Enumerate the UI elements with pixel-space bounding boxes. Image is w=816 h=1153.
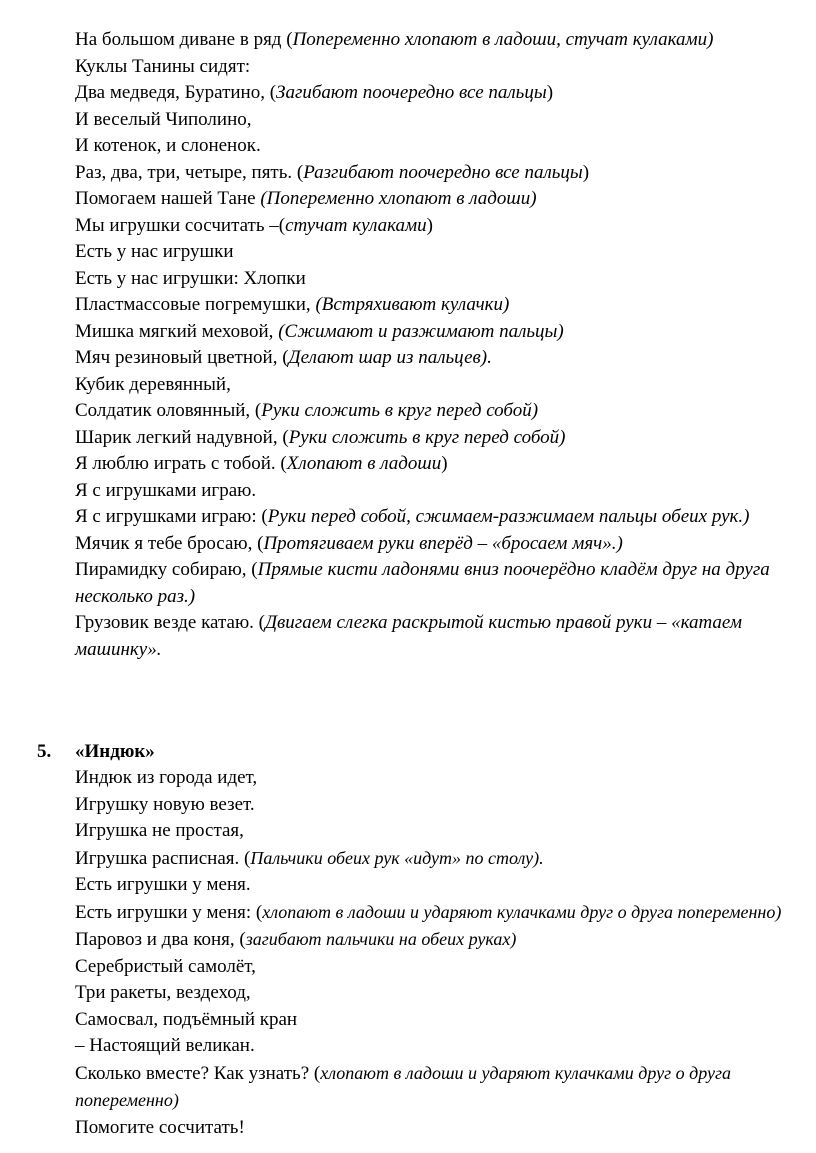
verse-text: Солдатик оловянный, ( [75,400,262,421]
poem-line [75,899,800,927]
verse-text: Игрушка не простая, [75,820,244,841]
verse-text: Я люблю играть с тобой. ( [75,453,287,474]
poem-line [75,107,800,134]
poem-line [75,186,800,213]
verse-text: Мишка мягкий меховой, [75,320,279,342]
poem-line [75,292,800,319]
verse-text: Игрушка расписная. ( [75,847,251,869]
stage-direction: Руки сложить в круг перед собой) [288,426,566,448]
poem-line [75,531,800,558]
poem-line [75,266,800,293]
poem-line [75,980,800,1007]
verse-text: Есть игрушки у меня: ( [75,901,263,923]
closing-paren: ) [582,161,590,183]
poem-turkey [75,765,800,1141]
poem-line [75,845,800,873]
verse-text: Я с игрушками играю. [75,479,257,501]
poem-line [75,504,800,531]
stage-direction: (Встряхивают кулачки) [315,294,510,315]
verse-text: На большом диване в ряд ( [75,29,293,50]
poem-line [75,213,800,240]
poem-line [75,765,800,792]
verse-text: Игрушку новую везет. [75,793,255,815]
verse-text: Мячик я тебе бросаю, ( [75,532,264,554]
verse-text: Паровоз и два коня, ( [75,929,246,950]
poem-toys [75,27,800,663]
section-heading [37,739,737,766]
stage-direction: Пальчики обеих рук «идут» по столу). [250,847,544,868]
poem-line [75,1115,800,1142]
stage-direction: загибают пальчики на обеих руках) [245,929,517,949]
stage-direction: Прямые кисти ладонями вниз поочерёдно кладём друг на друга несколько раз.) [75,559,770,607]
stage-direction: Загибают поочередно все пальцы [276,82,547,103]
closing-paren: ) [426,214,433,236]
poem-line [75,80,800,107]
verse-text: И веселый Чиполино, [75,108,252,130]
poem-line [75,345,800,372]
poem-line [75,425,800,452]
verse-text: – Настоящий великан. [75,1035,255,1056]
verse-text: Есть у нас игрушки: Хлопки [75,267,306,289]
poem-line [75,372,800,399]
stage-direction: Руки сложить в круг перед собой) [261,400,539,421]
poem-line [75,160,800,187]
poem-line [75,398,800,425]
stage-direction: (Сжимают и разжимают пальцы) [278,320,564,342]
stage-direction: Руки перед собой, сжимаем-разжимаем пальцы обеих рук.) [267,506,750,527]
stage-direction: стучат кулаками [285,214,427,236]
poem-line [75,451,800,478]
verse-text: Мы игрушки сосчитать –( [75,214,286,236]
poem-line [75,478,800,505]
poem-line [75,1033,800,1060]
stage-direction: Попеременно хлопают в ладоши, стучат кулаками) [292,29,714,50]
poem-line [75,872,800,899]
closing-paren: ) [441,453,448,474]
poem-line [75,133,800,160]
verse-text: Индюк из города идет, [75,767,258,788]
verse-text: Самосвал, подъёмный кран [75,1008,298,1030]
stage-direction: Делают шар из пальцев). [288,347,492,368]
poem-line [75,54,800,81]
stage-direction: Двигаем слегка раскрытой кистью правой руки – «катаем машинку». [75,612,743,660]
verse-text: Есть игрушки у меня. [75,874,251,895]
verse-text: Шарик легкий надувной, ( [75,426,289,448]
verse-text: Пластмассовые погремушки, [75,294,316,315]
poem-line [75,27,800,54]
stage-direction: Протягиваем руки вперёд – «бросаем мяч».) [263,532,623,554]
stage-direction: Хлопают в ладоши [286,453,442,474]
stage-direction: хлопают в ладоши и ударяют кулачками друг о друга попеременно) [75,1062,731,1110]
verse-text: И котенок, и слоненок. [75,135,261,156]
verse-text: Я с игрушками играю: ( [75,506,268,527]
poem-line [75,557,800,610]
verse-text: Кубик деревянный, [75,373,231,395]
closing-paren: ) [546,82,554,103]
poem-line [75,792,800,819]
section-number: 5. [37,741,52,762]
poem-line [75,954,800,981]
poem-line [75,1007,800,1034]
stage-direction: (Попеременно хлопают в ладоши) [260,188,537,209]
verse-text: Есть у нас игрушки [75,241,234,262]
verse-text: Три ракеты, вездеход, [75,982,251,1003]
verse-text: Пирамидку собираю, ( [75,559,258,580]
verse-text: Мяч резиновый цветной, ( [75,347,289,368]
verse-text: Грузовик везде катаю. ( [75,612,265,633]
poem-line [75,818,800,845]
verse-text: Раз, два, три, четыре, пять. ( [75,161,304,183]
stage-direction: Разгибают поочередно все пальцы [303,161,583,183]
stage-direction: хлопают в ладоши и ударяют кулачками друг о друга попеременно) [262,901,782,922]
poem-line [75,319,800,346]
section-title: «Индюк» [75,741,155,762]
verse-text: Два медведя, Буратино, ( [75,82,277,103]
verse-text: Сколько вместе? Как узнать? ( [75,1062,321,1084]
poem-line [75,239,800,266]
poem-line [75,610,800,663]
poem-line [75,1060,800,1115]
verse-text: Серебристый самолёт, [75,955,256,977]
verse-text: Помогаем нашей Тане [75,188,261,209]
poem-line [75,926,800,954]
verse-text: Помогите сосчитать! [75,1116,245,1138]
verse-text: Куклы Танины сидят: [75,55,251,77]
